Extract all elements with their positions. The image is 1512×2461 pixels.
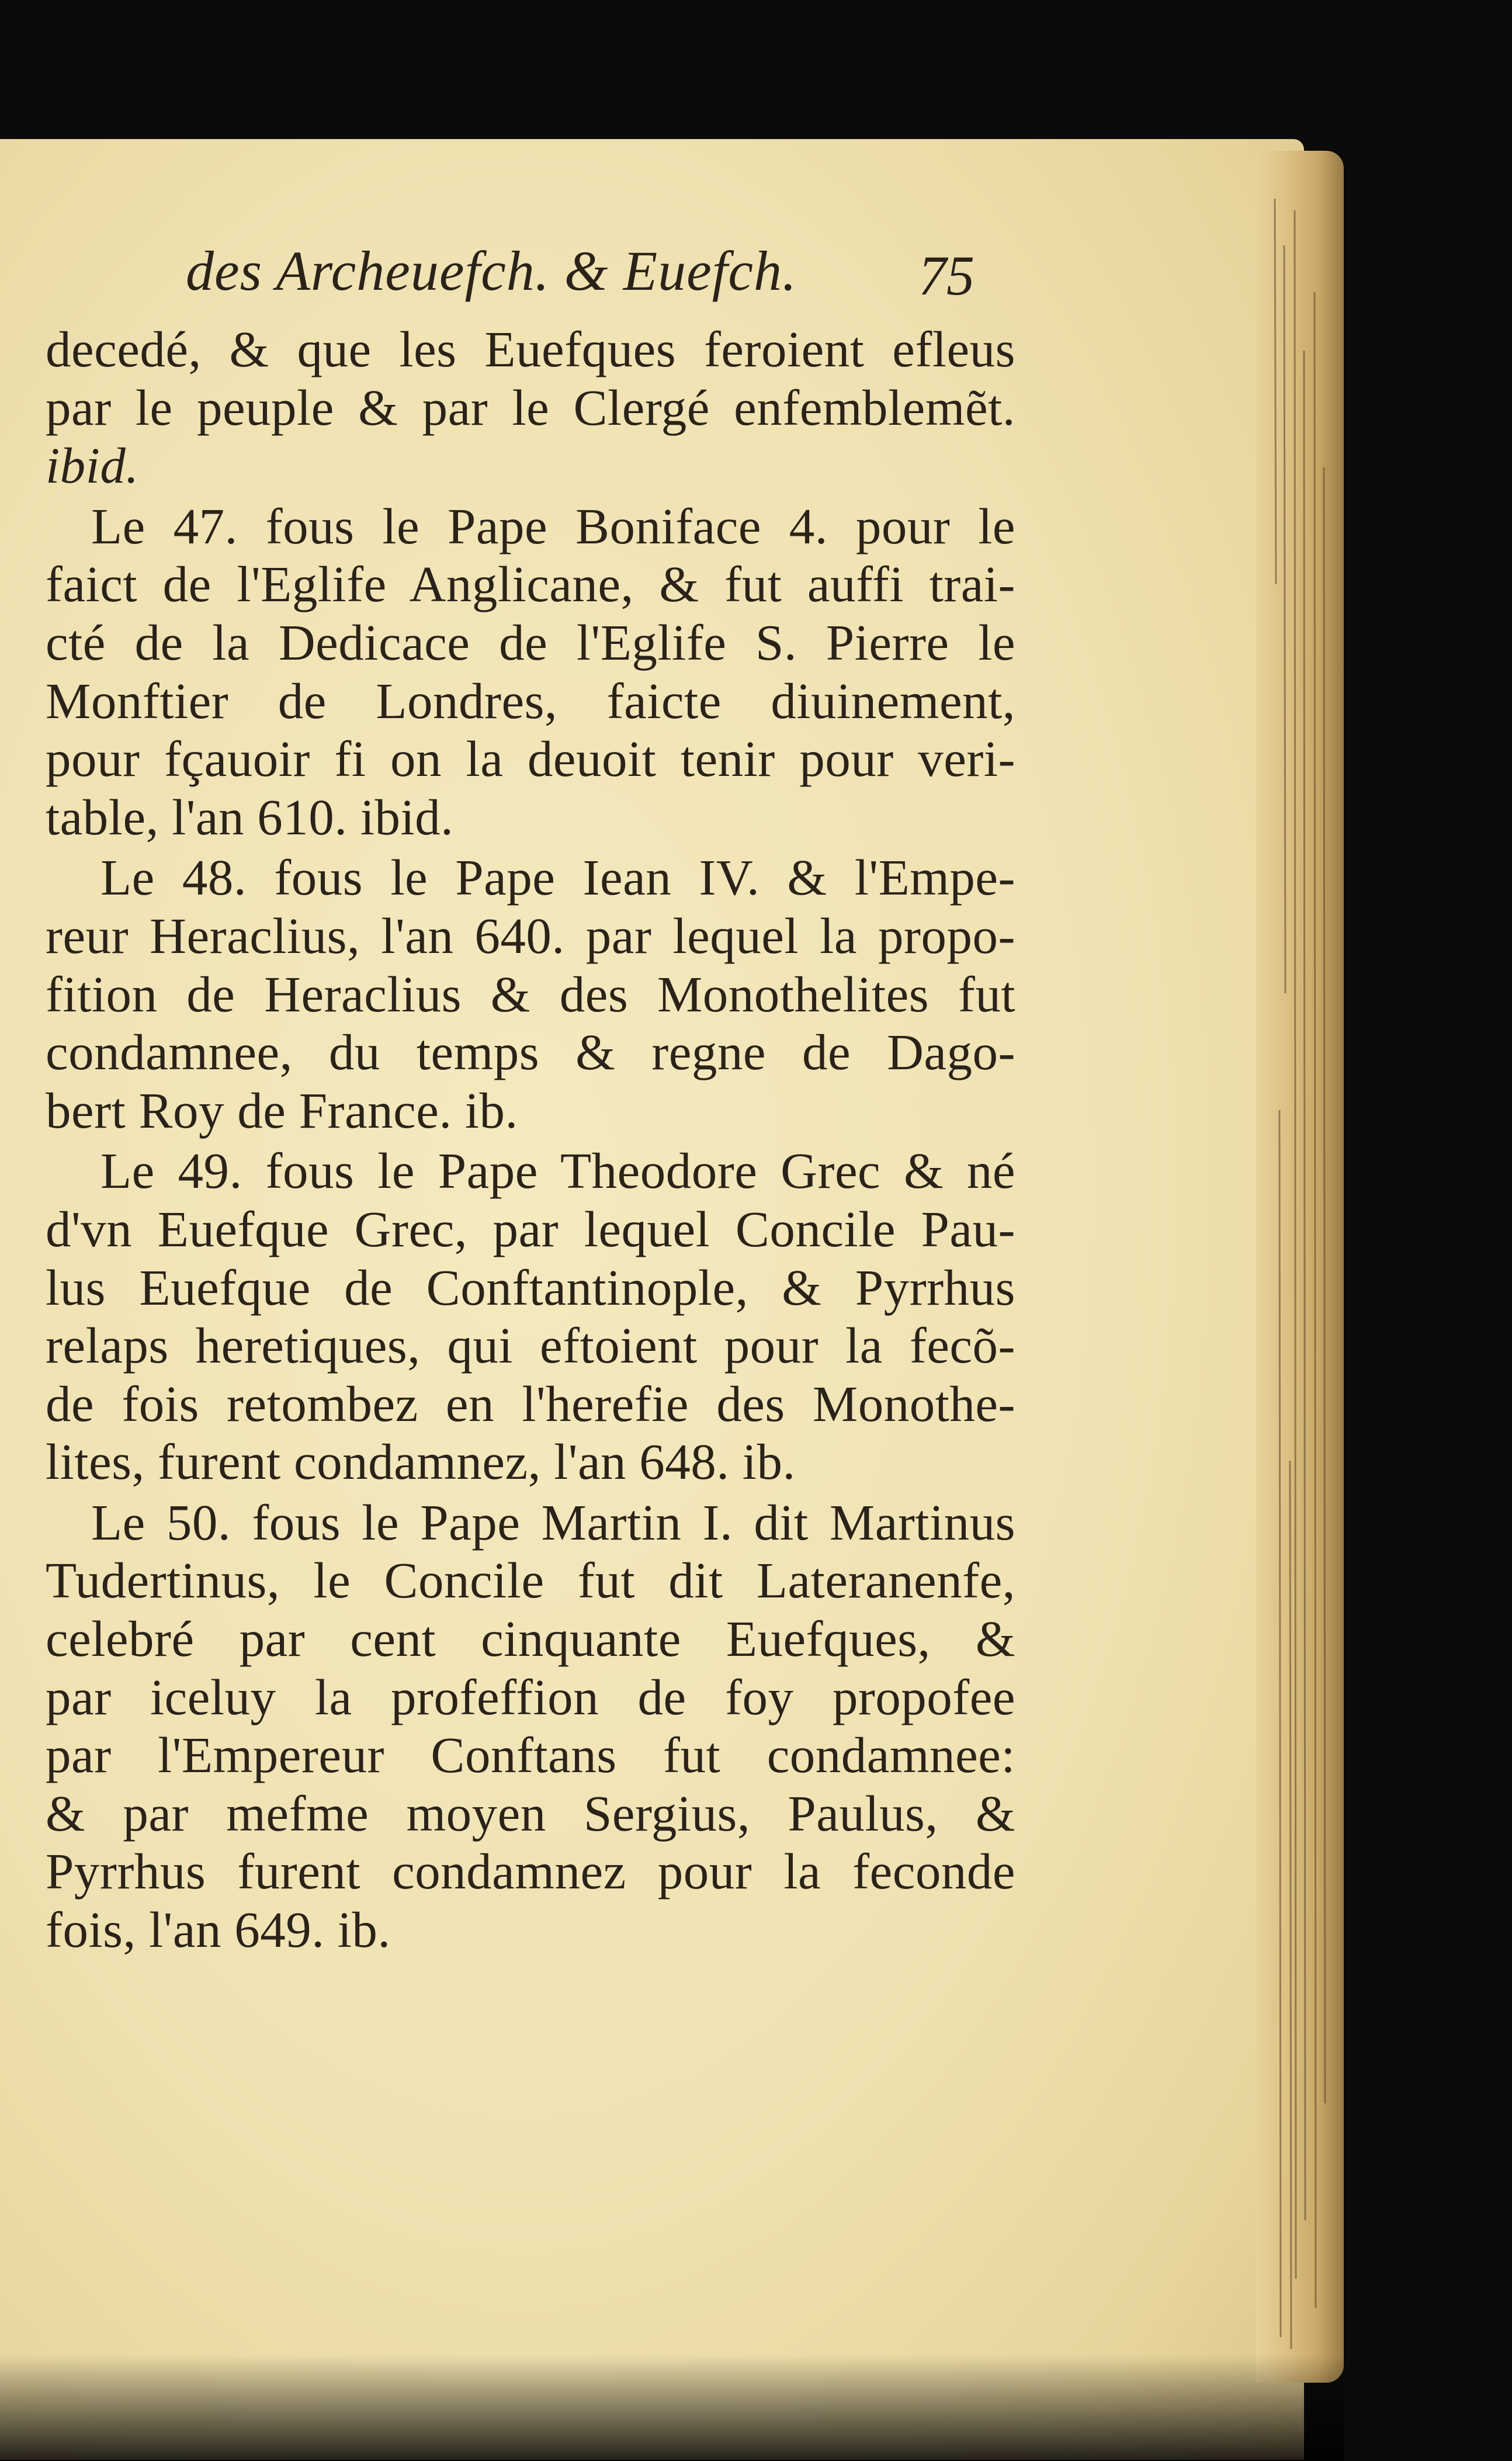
text-line: relaps heretiques, qui eftoient pour la fecõ- — [46, 1317, 1015, 1374]
page-number: 75 — [918, 244, 975, 307]
text-line: ibid. — [46, 437, 139, 494]
page-text — [46, 233, 1015, 1959]
text-line: Tudertinus, le Concile fut dit Lateranenfe, — [46, 1552, 1015, 1609]
text-line: par l'Empereur Conftans fut condamnee: — [46, 1727, 1015, 1784]
text-line: bert Roy de France. ib. — [46, 1082, 518, 1139]
text-line: Le 49. fous le Pape Theodore Grec & né — [100, 1142, 1015, 1200]
text-line: fois, l'an 649. ib. — [46, 1901, 391, 1959]
text-line: Monftier de Londres, faicte diuinement, — [46, 672, 1015, 729]
running-head-title: des Archeuefch. & Euefch. — [186, 240, 797, 302]
text-line: de fois retombez en l'herefie des Monothe- — [46, 1375, 1015, 1432]
text-line: Le 50. fous le Pape Martin I. dit Martinus — [91, 1493, 1015, 1551]
text-line: par iceluy la profeffion de foy propofee — [46, 1668, 1015, 1725]
text-line: & par mefme moyen Sergius, Paulus, & — [46, 1784, 1015, 1842]
text-line: Pyrrhus furent condamnez pour la feconde — [46, 1843, 1015, 1900]
text-line: par le peuple & par le Clergé enfemblemẽt. — [46, 379, 1015, 436]
text-line: d'vn Euefque Grec, par lequel Concile Pau- — [46, 1200, 1015, 1257]
fore-edge-texture — [1268, 175, 1332, 2361]
text-line: cté de la Dedicace de l'Eglife S. Pierre le — [46, 613, 1015, 671]
running-head — [46, 233, 1015, 320]
text-line: faict de l'Eglife Anglicane, & fut auffi trai- — [46, 556, 1015, 613]
text-line: decedé, & que les Euefques feroient efleus — [46, 321, 1015, 377]
text-line: lites, furent condamnez, l'an 648. ib. — [46, 1433, 796, 1491]
text-line: table, l'an 610. ibid. — [46, 788, 454, 845]
text-line: pour fçauoir fi on la deuoit tenir pour veri- — [46, 730, 1015, 788]
text-line: Le 47. fous le Pape Boniface 4. pour le — [91, 497, 1015, 554]
text-line: lus Euefque de Conftantinople, & Pyrrhus — [46, 1259, 1015, 1316]
text-line: reur Heraclius, l'an 640. par lequel la propo- — [46, 907, 1015, 964]
text-line: condamnee, du temps & regne de Dago- — [46, 1024, 1015, 1081]
text-line: celebré par cent cinquante Euefques, & — [46, 1610, 1015, 1668]
text-line: fition de Heraclius & des Monothelites fut — [46, 965, 1015, 1022]
text-line: Le 48. fous le Pape Iean IV. & l'Empe- — [100, 849, 1015, 906]
bottom-shadow — [0, 2355, 1344, 2461]
